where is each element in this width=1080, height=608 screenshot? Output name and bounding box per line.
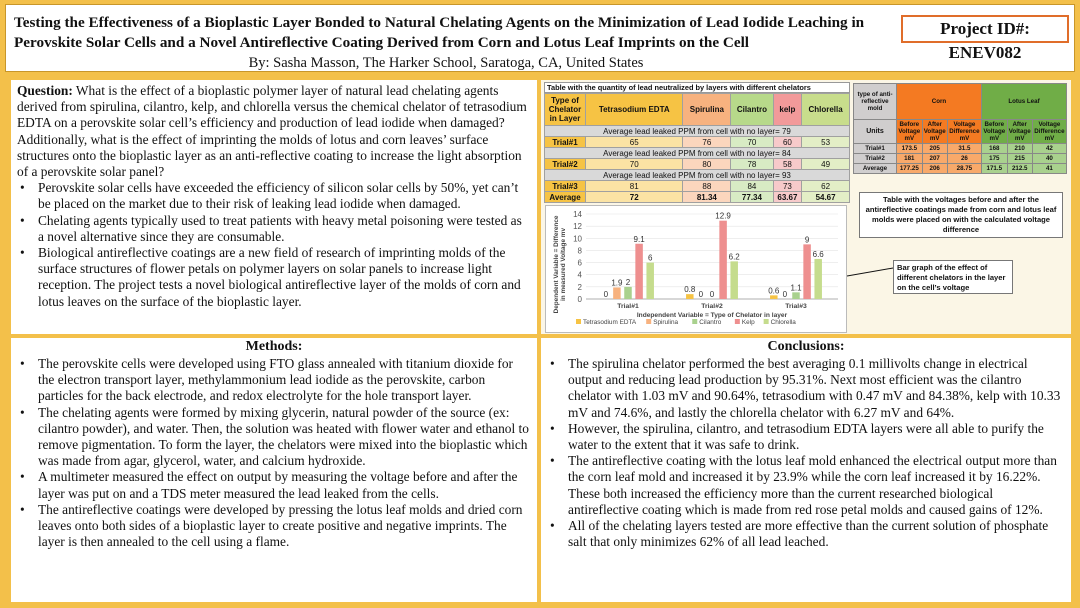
table-cell: 171.5 — [981, 164, 1007, 174]
methods-bullets — [17, 356, 531, 550]
question-bullet: • Biological antireflective coatings are a new field of research of imprinting molds of the surface structures of flower petals on polymer layers on solar panels to increase light reception. The project tests a novel biological antireflective layer of the molds of corn and lotus leaves on the surface of the bioplastic layer. — [17, 245, 531, 310]
question-panel — [11, 80, 537, 334]
voltage-subheader: Before Voltage mV — [983, 121, 1006, 142]
data-label: 0 — [782, 290, 788, 299]
table-row — [545, 137, 850, 148]
row-label: Trial#3 — [545, 181, 586, 192]
row-label: Trial#1 — [854, 144, 897, 154]
table-cell: 88 — [683, 181, 731, 192]
y-tick-label: 0 — [577, 295, 582, 304]
lead-table-header: kelp — [773, 94, 802, 126]
voltage-subheader: Voltage Difference mV — [1034, 121, 1065, 142]
table-cell: 81 — [586, 181, 683, 192]
bar-cilantro — [792, 292, 800, 299]
legend-swatch — [576, 319, 581, 324]
y-tick-label: 4 — [577, 270, 582, 280]
methods-title: Methods: — [245, 339, 303, 354]
data-label: 1.1 — [790, 283, 802, 293]
lead-table-header: Cilantro — [731, 94, 773, 126]
table-cell: 215 — [1007, 154, 1032, 164]
lead-table-header: Tetrasodium EDTA — [586, 94, 683, 126]
lead-table-wrap — [544, 82, 850, 203]
methods-panel — [11, 338, 537, 602]
table-cell: 70 — [586, 159, 683, 170]
lead-table-header: Spirulina — [683, 94, 731, 126]
y-tick-label: 12 — [573, 222, 582, 232]
data-label: 6.2 — [728, 252, 740, 262]
data-panel — [541, 80, 1071, 334]
lead-table-note: Average lead leaked PPM from cell with no layer= 93 — [545, 170, 850, 181]
table-cell: 81.34 — [683, 192, 731, 203]
voltage-group-corn: Corn — [897, 84, 982, 120]
y-tick-label: 8 — [577, 246, 582, 256]
bar-tetrasodium-edta — [770, 295, 778, 299]
voltage-units-label: Units — [854, 120, 897, 144]
table-cell: 77.34 — [731, 192, 773, 203]
poster-title: Testing the Effectiveness of a Bioplastic Layer Bonded to Natural Chelating Agents on the Minimization of Lead Iodide Leaching in Perovskite Solar Cells and a Novel Antireflective Coating Derived from Corn and Lotus Leaf Imprints on the Cell — [14, 14, 865, 51]
table-cell: 84 — [731, 181, 773, 192]
table-row — [545, 181, 850, 192]
data-label: 0 — [603, 290, 609, 299]
conclusions-bullet: • All of the chelating layers tested are more effective than the current solution of phosphate salt that only minimizes 62% of all lead leached. — [547, 518, 1065, 550]
table-cell: 26 — [947, 154, 981, 164]
table-cell: 78 — [731, 159, 773, 170]
voltage-table-subheader-row — [854, 120, 1067, 144]
chart-caption: Bar graph of the effect of different chelators in the layer on the cell’s voltage — [893, 260, 1013, 294]
x-tick-label: Trial#1 — [617, 303, 639, 310]
table-cell: 65 — [586, 137, 683, 148]
voltage-table-caption: Table with the voltages before and after the antireflective coatings made from corn and lotus leaf molds were placed on with the calculated voltage difference — [859, 192, 1063, 238]
question-bullet: • Chelating agents typically used to treat patients with heavy metal poisoning were tested as a novel alternative since they are consumable. — [17, 213, 531, 245]
table-cell: 63.67 — [773, 192, 802, 203]
data-label: 1.9 — [611, 278, 623, 288]
voltage-table-corner: type of anti-reflective mold — [854, 84, 897, 120]
table-cell: 72 — [586, 192, 683, 203]
voltage-subheader: After Voltage mV — [923, 121, 946, 142]
table-cell: 31.5 — [947, 144, 981, 154]
bar-kelp — [719, 221, 727, 299]
table-row — [545, 192, 850, 203]
question-bullets — [17, 180, 531, 310]
legend-item: Spirulina — [653, 319, 679, 326]
data-label: 9.1 — [633, 234, 645, 244]
voltage-subheader: Voltage Difference mV — [949, 121, 980, 142]
table-cell: 28.75 — [947, 164, 981, 174]
y-tick-label: 14 — [573, 210, 582, 219]
data-label: 0 — [709, 290, 715, 299]
voltage-subheader: Before Voltage mV — [898, 121, 921, 142]
chart-pointer-line — [847, 266, 895, 278]
data-label: 0.8 — [684, 285, 696, 295]
lead-table-note-row — [545, 170, 850, 181]
lead-table-note: Average lead leaked PPM from cell with no layer= 79 — [545, 126, 850, 137]
table-cell: 212.5 — [1007, 164, 1032, 174]
table-cell: 49 — [802, 159, 850, 170]
data-label: 0.6 — [768, 286, 780, 296]
lead-table-note-row — [545, 126, 850, 137]
legend-item: Chlorella — [770, 319, 796, 326]
bar-chart-svg — [546, 206, 846, 332]
y-tick-label: 6 — [577, 258, 582, 268]
table-cell: 54.67 — [802, 192, 850, 203]
table-cell: 173.5 — [897, 144, 923, 154]
voltage-group-lotus: Lotus Leaf — [981, 84, 1066, 120]
methods-bullet: • A multimeter measured the effect on output by measuring the voltage before and after the layer was put on and a TDS meter measured the lead leaked from the cells. — [17, 469, 531, 501]
lead-table-note: Average lead leaked PPM from cell with no layer= 84 — [545, 148, 850, 159]
bar-chlorella — [646, 263, 654, 299]
author-line: By: Sasha Masson, The Harker School, Saratoga, CA, United States — [248, 55, 644, 71]
conclusions-bullet: • However, the spirulina, cilantro, and tetrasodium EDTA layers were all able to purify the water to the extent that it was safe to drink. — [547, 421, 1065, 453]
table-row — [854, 144, 1067, 154]
row-label: Trial#2 — [854, 154, 897, 164]
bar-spirulina — [613, 287, 621, 299]
table-cell: 60 — [773, 137, 802, 148]
conclusions-bullets — [547, 356, 1065, 550]
legend-swatch — [692, 319, 697, 324]
y-tick-label: 2 — [577, 282, 582, 292]
legend-item: Kelp — [741, 319, 755, 326]
table-cell: 210 — [1007, 144, 1032, 154]
methods-bullet: • The perovskite cells were developed using FTO glass annealed with titanium dioxide for the electron transport layer, methylammonium lead iodide as the perovskite, carbon particles for the back electrode, and redox electrolyte for the hole transport layer. — [17, 356, 531, 405]
question-bullet: • Perovskite solar cells have exceeded the efficiency of silicon solar cells by 50%, yet can’t be placed on the market due to their risk of leaking lead iodide when damaged. — [17, 180, 531, 212]
lead-table-caption: Table with the quantity of lead neutralized by layers with different chelators — [544, 82, 850, 93]
data-label: 0 — [698, 290, 704, 299]
question-text: What is the effect of a bioplastic polymer layer of natural lead chelating agents derived from spirulina, cilantro, kelp, and chlorella versus the chemical chelator of tetrasodium EDTA on a perovskite solar cell’s efficiency and production of lead iodide when damaged? Additionally, what is the effect of imprinting the molds of lotus and corn leaves’ surface structures onto the bioplastic layer as an anti-reflective coating to increase the light absorption of a perovskite solar panel? — [17, 83, 527, 180]
table-cell: 76 — [683, 137, 731, 148]
lead-table-header: Type of Chelator in Layer — [545, 94, 586, 126]
methods-bullet: • The chelating agents were formed by mixing glycerin, natural powder of the source (ex: cilantro powder), and water. Then, the solution was heated with flower water and ethanol to remove pigmentation. To form the layer, the chelators were mixed into the bioplastic which was made from agar, glycerol, water, and calcium hydroxide. — [17, 405, 531, 470]
data-label: 12.9 — [715, 211, 731, 221]
table-row — [545, 159, 850, 170]
x-tick-label: Trial#3 — [785, 303, 807, 310]
project-id-box: Project ID#: ENEV082 — [901, 15, 1069, 43]
conclusions-title: Conclusions: — [767, 339, 845, 354]
table-cell: 177.25 — [897, 164, 923, 174]
table-cell: 206 — [922, 164, 947, 174]
lead-table — [544, 93, 850, 203]
question-label: Question: — [17, 83, 73, 98]
table-cell: 40 — [1032, 154, 1066, 164]
legend-swatch — [735, 319, 740, 324]
x-tick-label: Trial#2 — [701, 303, 723, 310]
bar-chlorella — [730, 261, 738, 299]
table-cell: 175 — [981, 154, 1007, 164]
conclusions-panel — [541, 338, 1071, 602]
bar-kelp — [803, 244, 811, 299]
question-paragraph — [17, 83, 531, 180]
voltage-table-group-row — [854, 84, 1067, 120]
data-label: 9 — [804, 235, 810, 245]
conclusions-bullet: • The spirulina chelator performed the best averaging 0.1 millivolts change in electrical output and reducing lead production by 95.31%. Next most efficient was the cilantro chelator with 1.03 mV and 90.64%, tetrasodium with 0.47 mV and 84.38%, kelp with 10.33 mV and 74.6%, and lastly the chlorella chelator with 6.27 mV and 64%. — [547, 356, 1065, 421]
table-cell: 205 — [922, 144, 947, 154]
table-cell: 62 — [802, 181, 850, 192]
lead-table-header: Chlorella — [802, 94, 850, 126]
data-label: 2 — [625, 277, 631, 287]
table-cell: 42 — [1032, 144, 1066, 154]
table-cell: 168 — [981, 144, 1007, 154]
voltage-subheader: After Voltage mV — [1008, 121, 1031, 142]
conclusions-bullet: • The antireflective coating with the lotus leaf mold enhanced the electrical output more than the corn leaf mold and increased it by 23.9% while the corn leaf increased it by 16.22%. These both increased the efficiency more than the current researched biological antireflective coating which is made from red rose petal molds and caused gains of 12%. — [547, 453, 1065, 518]
legend-item: Tetrasodium EDTA — [583, 319, 637, 326]
table-cell: 181 — [897, 154, 923, 164]
lead-table-header-row — [545, 94, 850, 126]
table-cell: 53 — [802, 137, 850, 148]
table-cell: 80 — [683, 159, 731, 170]
table-cell: 58 — [773, 159, 802, 170]
table-cell: 70 — [731, 137, 773, 148]
voltage-table — [853, 83, 1067, 174]
table-row — [854, 154, 1067, 164]
y-axis-label: Dependent Variable = Differencein measured Voltage mv — [553, 215, 567, 314]
y-tick-label: 10 — [573, 234, 582, 244]
x-axis-label: Independent Variable = Type of Chelator in layer — [636, 312, 788, 319]
table-cell: 73 — [773, 181, 802, 192]
table-row — [854, 164, 1067, 174]
data-label: 6.6 — [812, 249, 824, 259]
bar-tetrasodium-edta — [686, 294, 694, 299]
legend-swatch — [764, 319, 769, 324]
table-cell: 41 — [1032, 164, 1066, 174]
lead-table-note-row — [545, 148, 850, 159]
legend-item: Cilantro — [699, 319, 722, 326]
bar-chart — [545, 205, 847, 333]
bar-cilantro — [624, 287, 632, 299]
row-label: Average — [545, 192, 586, 203]
header-panel — [5, 4, 1075, 72]
bar-chlorella — [814, 259, 822, 299]
table-cell: 207 — [922, 154, 947, 164]
row-label: Trial#1 — [545, 137, 586, 148]
data-label: 6 — [647, 253, 653, 263]
bar-kelp — [635, 244, 643, 299]
row-label: Trial#2 — [545, 159, 586, 170]
row-label: Average — [854, 164, 897, 174]
legend-swatch — [646, 319, 651, 324]
methods-bullet: • The antireflective coatings were developed by pressing the lotus leaf molds and dried corn leaves onto both sides of a bioplastic layer to create positive and negative imprints. The layer is then annealed to the cell using a flame. — [17, 502, 531, 551]
